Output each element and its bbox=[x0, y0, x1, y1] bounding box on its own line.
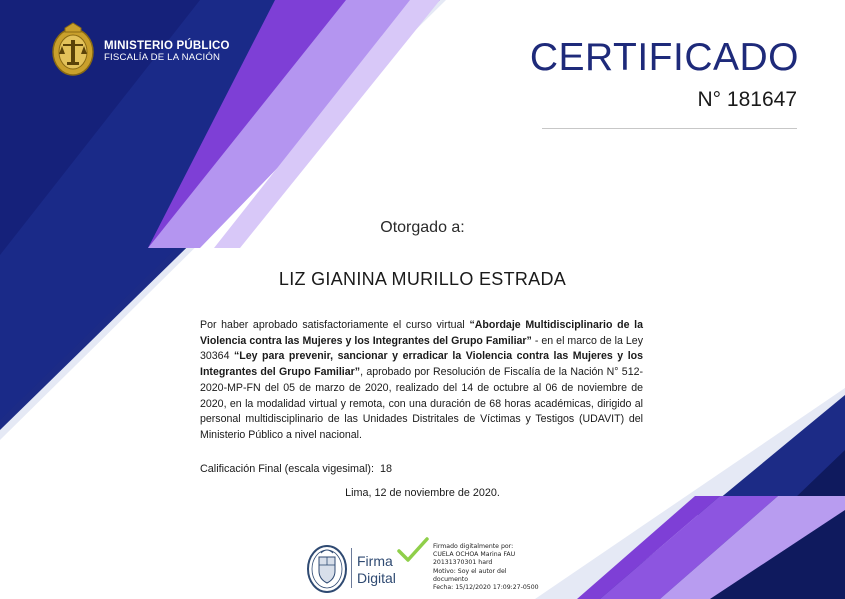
grade-value: 18 bbox=[380, 463, 393, 475]
granted-label: Otorgado a: bbox=[380, 219, 465, 236]
grade-label: Calificación Final (escala vigesimal): bbox=[200, 463, 375, 475]
course-name: “Abordaje Multidisciplinario de la Violencia contra las Mujeres y los Integrantes del Grupo Familiar” bbox=[200, 319, 643, 347]
organization-name: MINISTERIO PÚBLICO bbox=[104, 40, 230, 52]
signature-detail-line: 20131370301 hard bbox=[433, 559, 493, 567]
digital-label: Digital bbox=[357, 570, 396, 586]
certificate-title: CERTIFICADO bbox=[529, 36, 799, 79]
signature-detail-line: documento bbox=[433, 575, 469, 583]
signature-divider bbox=[351, 548, 352, 588]
ministerio-publico-crest-icon bbox=[50, 22, 96, 78]
certificate-body-text bbox=[200, 318, 643, 444]
recipient-name: LIZ GIANINA MURILLO ESTRADA bbox=[278, 269, 567, 289]
firma-digital-label bbox=[357, 553, 396, 587]
certificate-number-value: 181647 bbox=[726, 88, 797, 111]
national-shield-seal-icon bbox=[305, 541, 349, 595]
check-mark-icon bbox=[396, 536, 430, 564]
organization-subtitle: FISCALÍA DE LA NACIÓN bbox=[104, 52, 221, 63]
signature-detail-line: Fecha: 15/12/2020 17:09:27-0500 bbox=[433, 584, 539, 592]
certificate-number-prefix: N° bbox=[697, 88, 722, 111]
place-and-date: Lima, 12 de noviembre de 2020. bbox=[345, 487, 500, 499]
firma-label: Firma bbox=[357, 553, 393, 569]
signature-detail-line: CUELA OCHOA Marina FAU bbox=[433, 551, 516, 559]
body-intro: Por haber aprobado satisfactoriamente el curso virtual bbox=[200, 319, 470, 331]
certificate-number bbox=[698, 88, 798, 112]
title-divider bbox=[542, 128, 797, 129]
signature-details bbox=[433, 543, 539, 592]
law-name: “Ley para prevenir, sancionar y erradicar la Violencia contra las Mujeres y los Integrantes del Grupo Familiar” bbox=[200, 350, 644, 379]
signature-detail-line: Firmado digitalmente por: bbox=[433, 543, 514, 550]
body-mid-1: - en el marco de la Ley 30364 bbox=[200, 334, 643, 363]
organization-name-block bbox=[104, 40, 230, 63]
body-mid-2: , aprobado por Resolución de Fiscalía de la Nación N° 512-2020-MP-FN del 05 de marzo de 2020, realizado del 14 de octubre al 06 de noviembre de 2020, en la modalidad virtual y remota, con una duración de 68 horas académicas, dirigido al personal multidisciplinario de las Unidades Distritales de Víctimas y Testigos (UDAVIT) del Ministerio Público a nivel nacional. bbox=[200, 366, 644, 441]
signature-detail-line: Motivo: Soy el autor del bbox=[433, 567, 507, 575]
final-grade bbox=[200, 463, 392, 475]
